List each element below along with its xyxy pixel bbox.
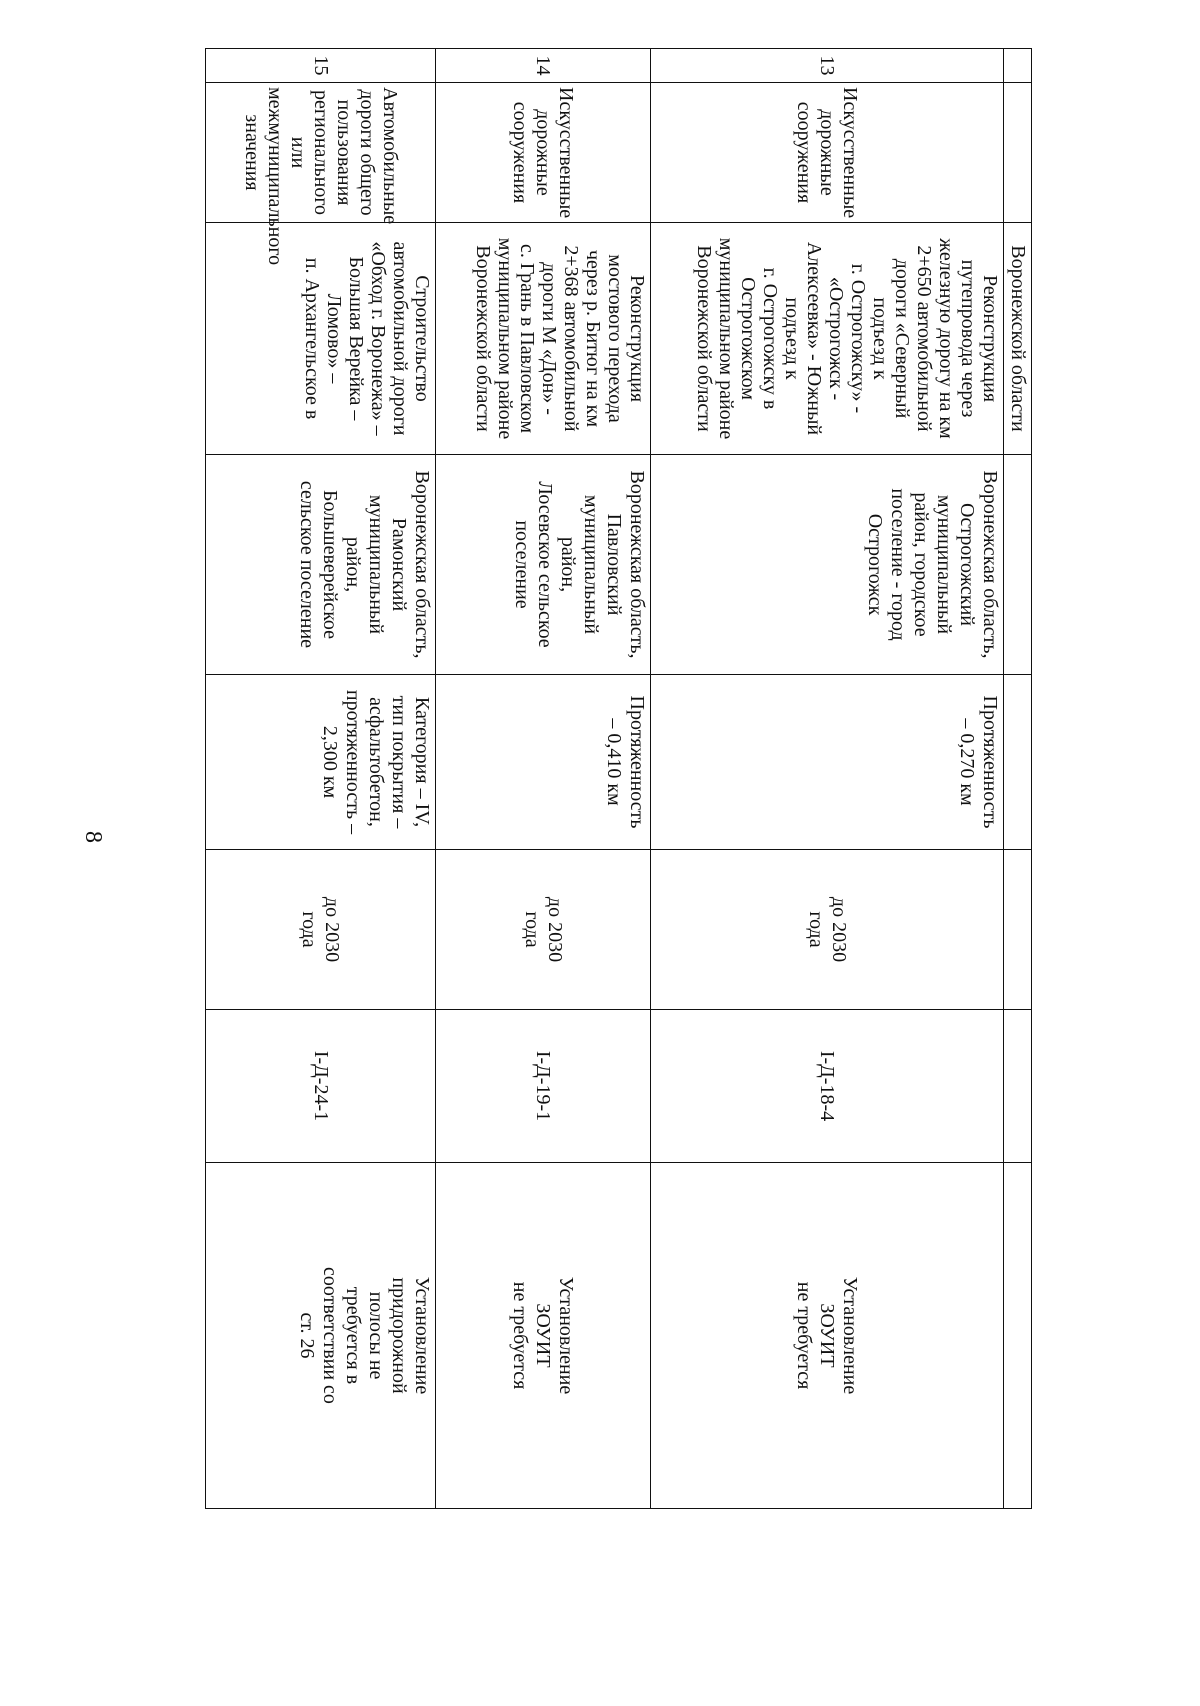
code-cell: I-Д-19-1 bbox=[436, 1010, 651, 1163]
table-row-continuation bbox=[1004, 49, 1032, 1509]
term-cell: до 2030 года bbox=[206, 850, 436, 1010]
characteristics-cell: Протяженность – 0,270 км bbox=[651, 675, 1004, 850]
term-cell: до 2030 года bbox=[436, 850, 651, 1010]
table-row bbox=[206, 49, 436, 1509]
code-cell: I-Д-24-1 bbox=[206, 1010, 436, 1163]
location-cell: Воронежская область, Острогожский муниципальный район, городское поселение - город Острогожск bbox=[651, 455, 1004, 675]
object-type-cell: Автомобильные дороги общего пользования регионального или межмуниципального значения bbox=[206, 83, 436, 223]
row-number-cell: 13 bbox=[651, 49, 1004, 83]
zone-cell: Установление ЗОУИТ не требуется bbox=[651, 1163, 1004, 1509]
cell-empty bbox=[1004, 850, 1032, 1010]
characteristics-cell: Протяженность – 0,410 км bbox=[436, 675, 651, 850]
cell-empty bbox=[1004, 675, 1032, 850]
zone-cell: Установление ЗОУИТ не требуется bbox=[436, 1163, 651, 1509]
term-cell: до 2030 года bbox=[651, 850, 1004, 1010]
table-row bbox=[651, 49, 1004, 1509]
object-description-cell: Реконструкция путепровода через железную дорогу на км 2+650 автомобильной дороги «Северный подъезд к г. Острогожску» - «Острогожск - Алексеевка» - Южный подъезд к г. Острогожску в Острогожском муниципальном районе Воронежской области bbox=[651, 223, 1004, 455]
code-cell: I-Д-18-4 bbox=[651, 1010, 1004, 1163]
cell-empty bbox=[1004, 49, 1032, 83]
zone-cell: Установление придорожной полосы не требуется в соответствии со ст. 26 bbox=[206, 1163, 436, 1509]
cell-empty bbox=[1004, 455, 1032, 675]
page-number: 8 bbox=[80, 831, 106, 843]
cell-empty bbox=[1004, 1010, 1032, 1163]
table-row bbox=[436, 49, 651, 1509]
characteristics-cell: Категория – IV, тип покрытия – асфальтобетон, протяженность – 2,300 км bbox=[206, 675, 436, 850]
row-number-cell: 15 bbox=[206, 49, 436, 83]
object-description-cell: Реконструкция мостового перехода через р. Битюг на км 2+368 автомобильной дороги М «Дон» - с. Грань в Павловском муниципальном районе Воронежской области bbox=[436, 223, 651, 455]
location-cell: Воронежская область, Павловский муниципальный район, Лосевское сельское поселение bbox=[436, 455, 651, 675]
cell-empty bbox=[1004, 1163, 1032, 1509]
object-description-cell: Строительство автомобильной дороги «Обход г. Воронежа» – Большая Верейка – Ломово» – п. Архангельское в bbox=[206, 223, 436, 455]
object-type-cell: Искусственные дорожные сооружения bbox=[651, 83, 1004, 223]
rotated-table-frame bbox=[207, 48, 1032, 1508]
cell-empty bbox=[1004, 83, 1032, 223]
description-continuation-cell: Воронежской области bbox=[1004, 223, 1032, 455]
row-number-cell: 14 bbox=[436, 49, 651, 83]
location-cell: Воронежская область, Рамонский муниципальный район, Большеверейское сельское поселение bbox=[206, 455, 436, 675]
objects-table bbox=[205, 48, 1032, 1509]
object-type-cell: Искусственные дорожные сооружения bbox=[436, 83, 651, 223]
